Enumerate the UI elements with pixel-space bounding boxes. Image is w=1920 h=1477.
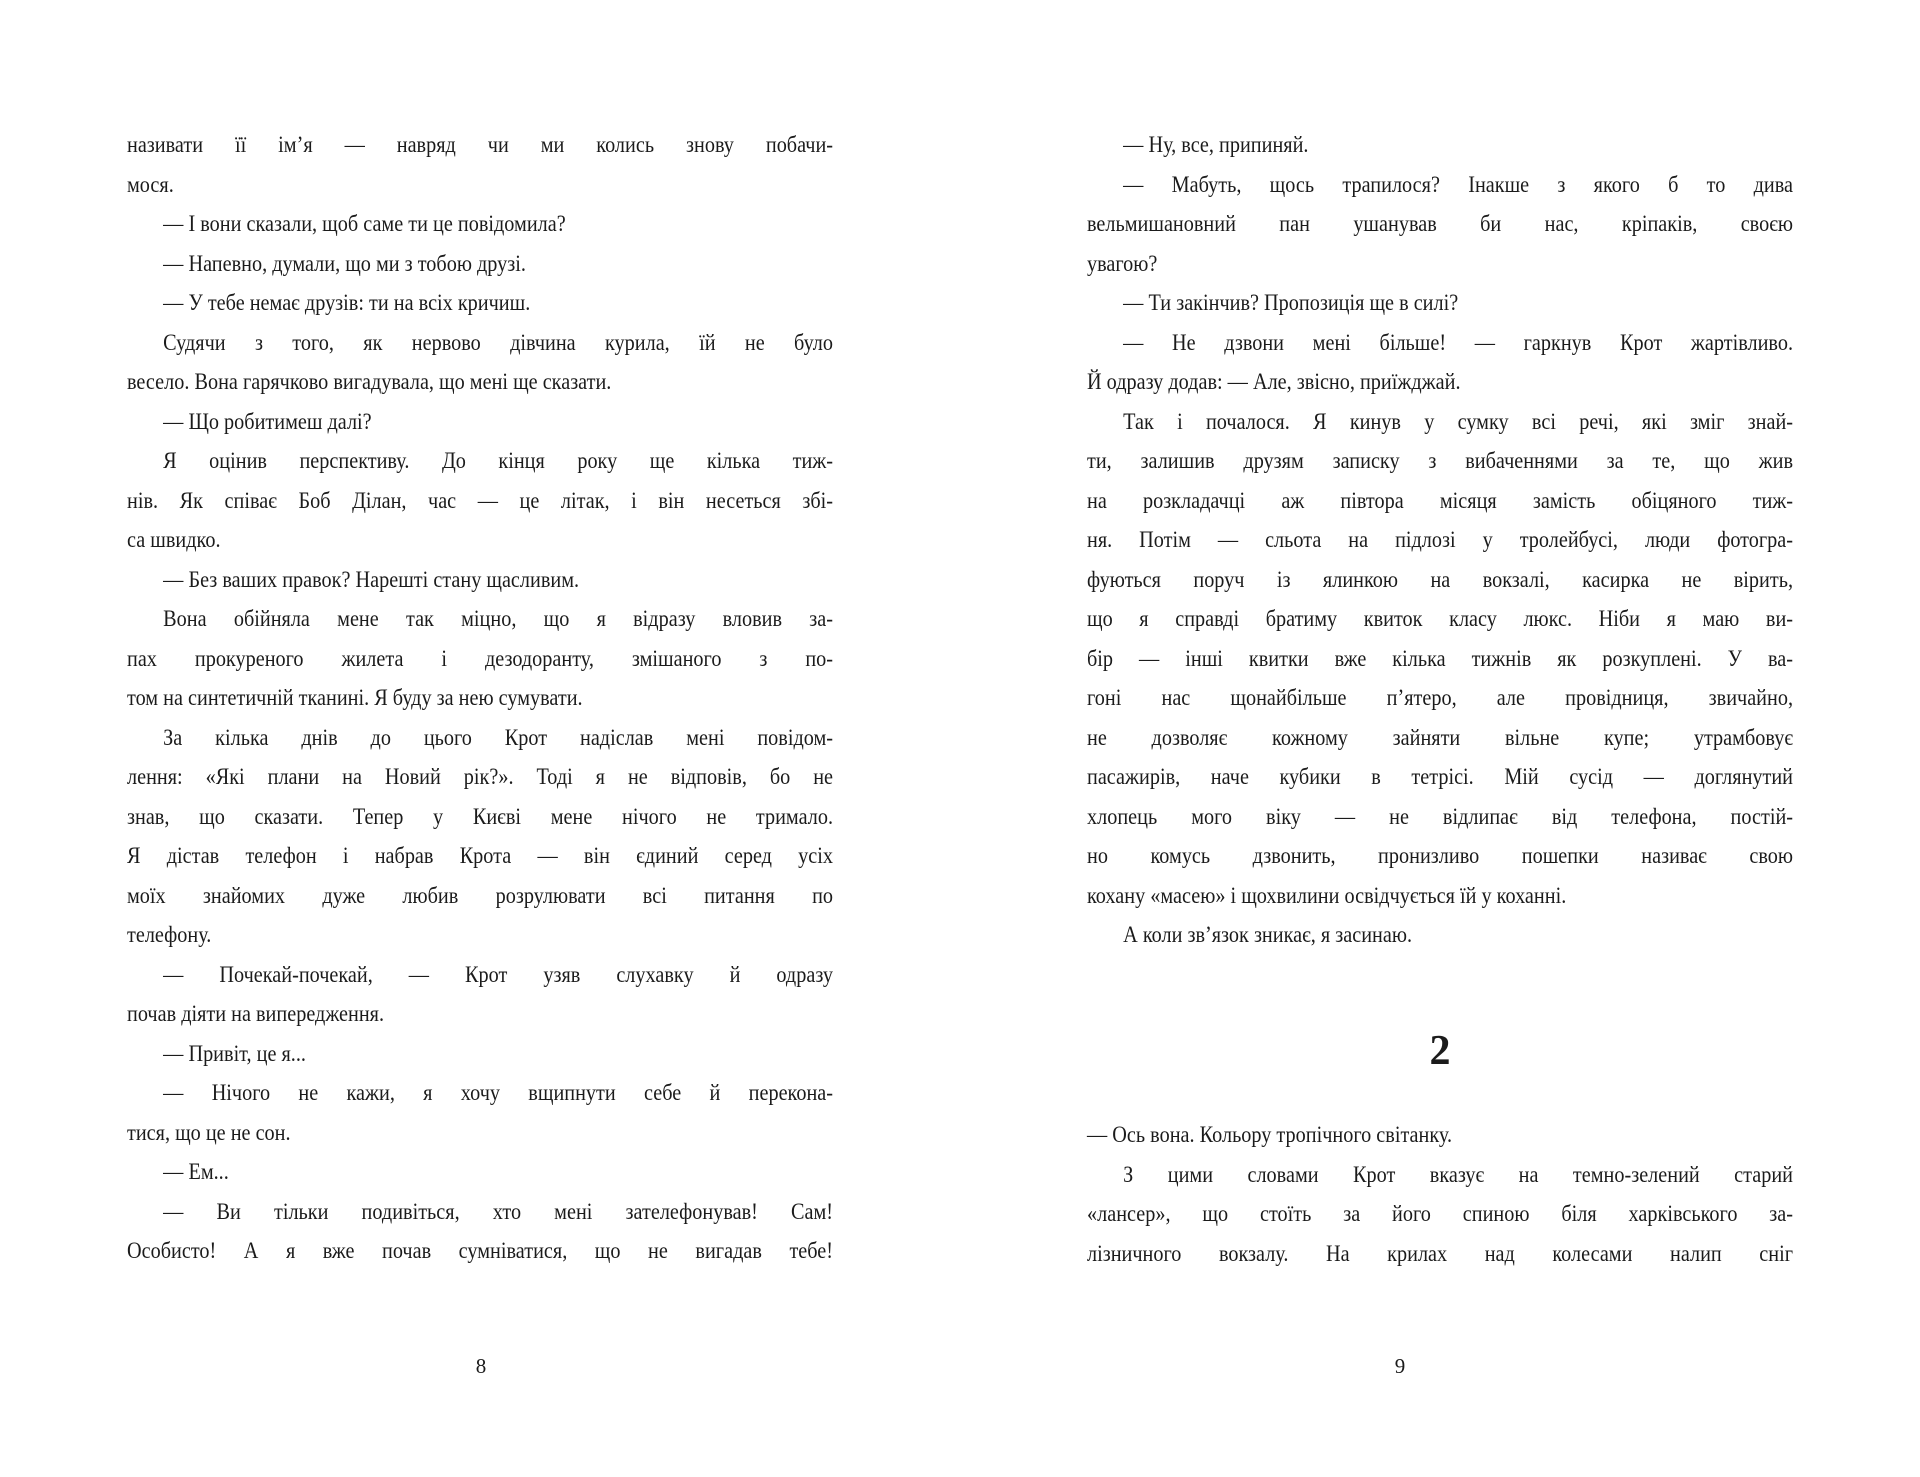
text-line: — Напевно, думали, що ми з тобою друзі. (163, 250, 526, 277)
text-line: — Без ваших правок? Нарешті стану щасливим. (163, 566, 580, 593)
text-line: бір — інші квитки вже кілька тижнів як розкуплені. У ва- (1087, 645, 1794, 672)
right-page-body (1087, 126, 1793, 956)
text-line: Й одразу додав: — Але, звісно, приїжджай. (1087, 369, 1461, 395)
text-line: — Ви тільки подивіться, хто мені зателефонував! Сам! (163, 1198, 834, 1225)
text-line: пах прокуреного жилета і дезодоранту, змішаного з по- (127, 645, 834, 672)
text-line: — Не дзвони мені більше! — гаркнув Крот жартівливо. (1123, 329, 1794, 356)
text-line: — Почекай-почекай, — Крот узяв слухавку й одразу (163, 961, 834, 988)
text-line: — Ем... (163, 1159, 229, 1185)
text-line: — Привіт, це я... (163, 1040, 306, 1067)
text-line: — І вони сказали, щоб саме ти це повідомила? (163, 211, 566, 237)
text-line: телефону. (127, 922, 212, 948)
text-line: — У тебе немає друзів: ти на всіх кричиш. (163, 290, 531, 316)
text-line: За кілька днів до цього Крот надіслав мені повідом- (163, 724, 834, 751)
text-line: А коли зв’язок зникає, я засинаю. (1123, 922, 1413, 948)
text-line: на розкладачці аж півтора місяця замість обіцяного тиж- (1087, 487, 1794, 514)
text-line: що я справді братиму квиток класу люкс. Ніби я маю ви- (1087, 606, 1794, 632)
text-line: — Мабуть, щось трапилося? Інакше з якого б то дива (1123, 171, 1794, 198)
text-line: том на синтетичній тканині. Я буду за нею сумувати. (127, 685, 583, 711)
text-line: Так і почалося. Я кинув у сумку всі речі, які зміг знай- (1123, 408, 1794, 435)
text-line: «лансер», що стоїть за його спиною біля харківського за- (1087, 1201, 1794, 1227)
text-line: лення: «Які плани на Новий рік?». Тоді я не відповів, бо не (127, 764, 834, 790)
text-line: гоні нас щонайбільше п’ятеро, але провідниця, звичайно, (1087, 685, 1794, 711)
page-number-left: 8 (475, 1354, 487, 1378)
text-line: вельмишановний пан ушанував би нас, кріпаків, своєю (1087, 211, 1794, 237)
text-line: увагою? (1087, 250, 1158, 277)
text-line: З цими словами Крот вказує на темно-зелений старий (1123, 1161, 1794, 1188)
text-line: — Ну, все, припиняй. (1123, 132, 1309, 158)
text-line: Я дістав телефон і набрав Крота — він єдиний серед усіх (127, 843, 834, 869)
text-line: — Ось вона. Кольору тропічного світанку. (1087, 1122, 1453, 1148)
text-line: пасажирів, наче кубики в тетрісі. Мій сусід — доглянутий (1087, 764, 1794, 790)
text-line: но комусь дзвонить, пронизливо пошепки називає свою (1087, 843, 1794, 869)
text-line: тися, що це не сон. (127, 1119, 291, 1146)
text-line: ти, залишив друзям записку з вибаченнями за те, що жив (1087, 448, 1794, 474)
text-line: са швидко. (127, 527, 221, 553)
text-line: нів. Як співає Боб Ділан, час — це літак, і він несеться збі- (127, 487, 834, 514)
text-line: — Нічого не кажи, я хочу вщипнути себе й перекона- (163, 1080, 834, 1106)
text-line: кохану «масею» і щохвилини освідчується їй у коханні. (1087, 882, 1567, 909)
text-line: фуються поруч із ялинкою на вокзалі, касирка не вірить, (1087, 566, 1794, 593)
right-page (960, 0, 1920, 1477)
text-line: Вона обійняла мене так міцно, що я відразу вловив за- (163, 606, 834, 632)
text-line: Особисто! А я вже почав сумніватися, що не вигадав тебе! (127, 1238, 834, 1264)
text-line: ня. Потім — сльота на підлозі у тролейбусі, люди фотогра- (1087, 527, 1794, 553)
text-line: Я оцінив перспективу. До кінця року ще кілька тиж- (163, 448, 834, 474)
text-line: моїх знайомих дуже любив розрулювати всі питання по (127, 882, 834, 909)
text-line: весело. Вона гарячково вигадувала, що мені ще сказати. (127, 369, 612, 395)
text-line: Судячи з того, як нервово дівчина курила, їй не було (163, 329, 834, 356)
text-line: мося. (127, 171, 174, 198)
text-line: не дозволяє кожному зайняти вільне купе; утрамбовує (1087, 724, 1794, 751)
text-line: почав діяти на випередження. (127, 1001, 385, 1027)
left-page-body (127, 126, 833, 1272)
page-number-right: 9 (1394, 1354, 1406, 1378)
text-line: — Ти закінчив? Пропозиція ще в силі? (1123, 290, 1459, 316)
text-line: знав, що сказати. Тепер у Києві мене нічого не тримало. (127, 803, 834, 830)
text-line: — Що робитимеш далі? (163, 408, 372, 435)
text-line: лізничного вокзалу. На крилах над колесами налип сніг (1087, 1240, 1794, 1267)
text-line: хлопець мого віку — не відлипає від телефона, постій- (1087, 803, 1794, 830)
chapter-heading: 2 (1429, 1028, 1451, 1074)
text-line: називати її ім’я — навряд чи ми колись знову побачи- (127, 132, 834, 158)
chapter-body (1087, 1116, 1793, 1274)
